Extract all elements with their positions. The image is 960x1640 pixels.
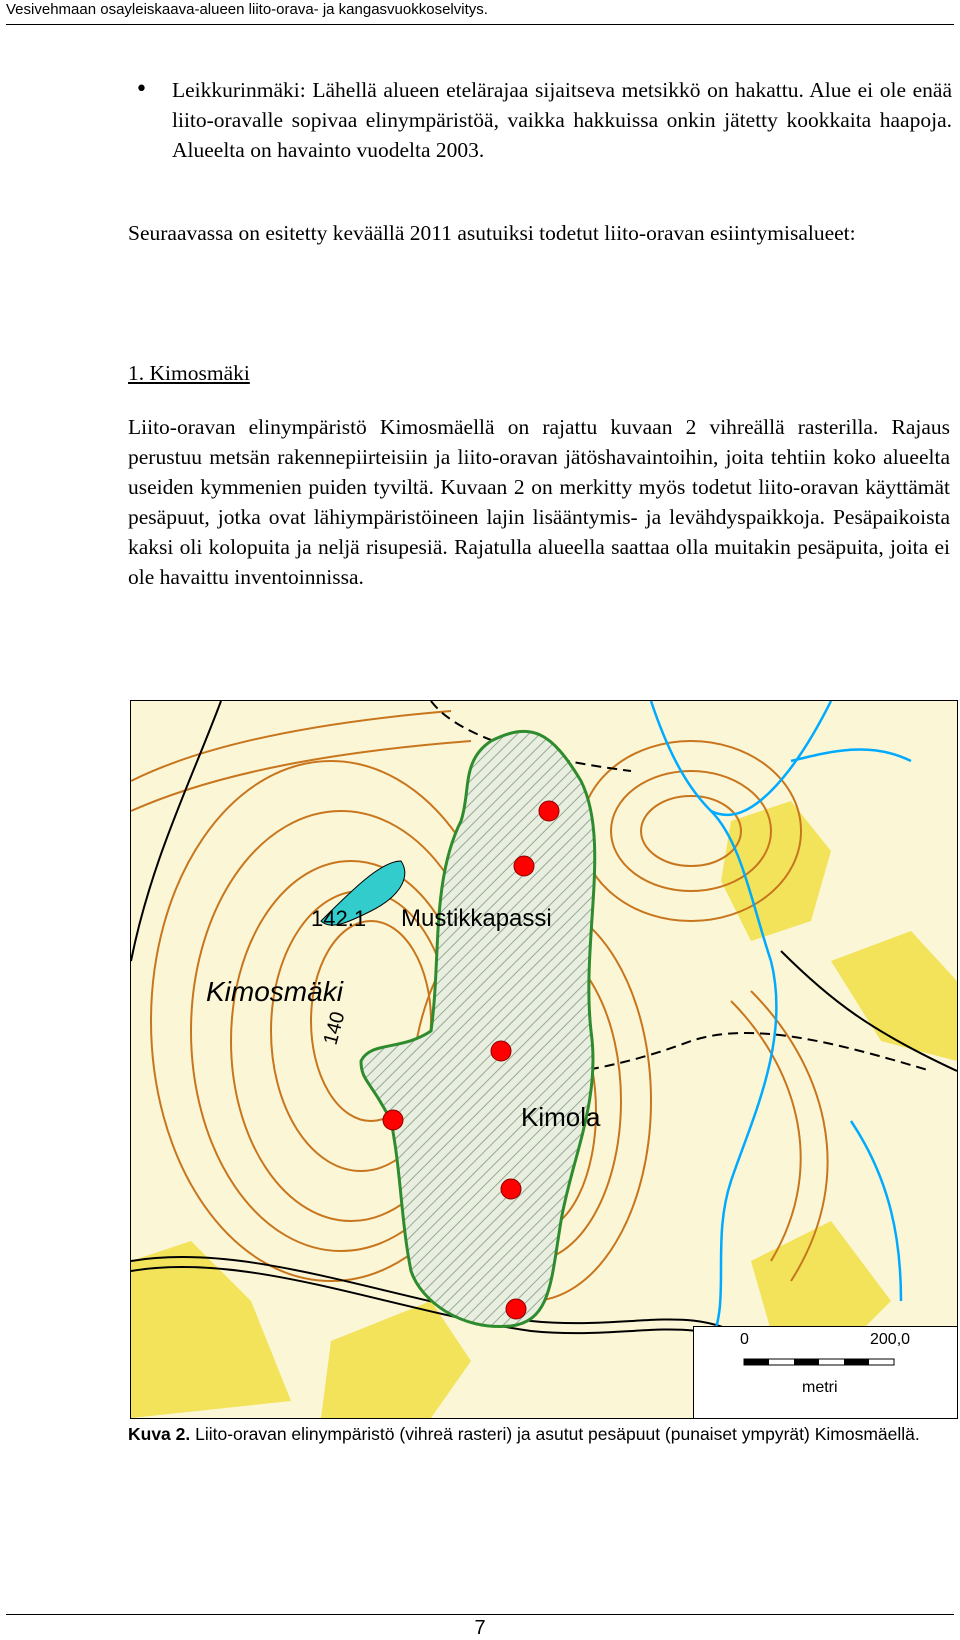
bullet-icon: • — [135, 77, 148, 102]
nest-tree-marker — [383, 1110, 403, 1130]
intro-paragraph: Seuraavassa on esitetty keväällä 2011 asutuiksi todetut liito-oravan esiintymisalueet: — [128, 221, 856, 245]
header-title: Vesivehmaan osayleiskaava-alueen liito-orava- ja kangasvuokkoselvitys. — [6, 1, 488, 18]
caption-text: Liito-oravan elinympäristö (vihreä rasteri) ja asutut pesäpuut (punaiset ympyrät) Kimosmäellä. — [190, 1424, 920, 1444]
label-kimola: Kimola — [521, 1102, 601, 1132]
habitat-map — [130, 700, 958, 1419]
nest-tree-marker — [539, 801, 559, 821]
nest-tree-marker — [501, 1179, 521, 1199]
label-mustikkapassi: Mustikkapassi — [401, 905, 552, 932]
nest-tree-marker — [514, 856, 534, 876]
footer-rule — [6, 1614, 954, 1615]
nest-tree-marker — [506, 1299, 526, 1319]
map-graphic — [131, 701, 957, 1418]
section-heading: 1. Kimosmäki — [128, 361, 250, 385]
bullet-item: Leikkurinmäki: Lähellä alueen etelärajaa sijaitseva metsikkö on hakattu. Alue ei ole enää liito-oravalle sopivaa elinympäristöä, vaikka hakkuissa onkin jätetty kookkaita haapoja. Alueelta on havainto vuodelta 2003. — [172, 78, 952, 162]
figure-caption — [128, 1422, 950, 1447]
section-paragraph: Liito-oravan elinympäristö Kimosmäellä on rajattu kuvaan 2 vihreällä rasterilla. Rajaus perustuu metsän rakennepiirteisiin ja liito-oravan jätöshavaintoihin, joita tehtiin koko alueelta useiden kymmenien puiden tyviltä. Kuvaan 2 on merkitty myös todetut liito-oravan käyttämät pesäpuut, jotka ovat lähiympäristöineen lajin lisääntymis- ja levähdyspaikkoja. Pesäpaikoista kaksi oli kolopuita ja neljä risupesiä. Rajatulla alueella saattaa olla muitakin pesäpuita, joita ei ole havaittu inventoinnissa. — [128, 415, 950, 589]
label-elevation-140: 140 — [319, 1009, 350, 1048]
scale-end: 200,0 — [870, 1331, 911, 1348]
scale-unit: metri — [802, 1379, 838, 1396]
scale-start: 0 — [740, 1331, 749, 1348]
scale-bar — [693, 1326, 958, 1419]
page-header — [6, 0, 954, 25]
caption-label: Kuva 2. — [128, 1424, 191, 1444]
label-elevation-142: 142.1 — [311, 906, 367, 931]
label-kimosmaki: Kimosmäki — [206, 976, 343, 1007]
nest-tree-marker — [491, 1041, 511, 1061]
page-number: 7 — [474, 1617, 486, 1639]
